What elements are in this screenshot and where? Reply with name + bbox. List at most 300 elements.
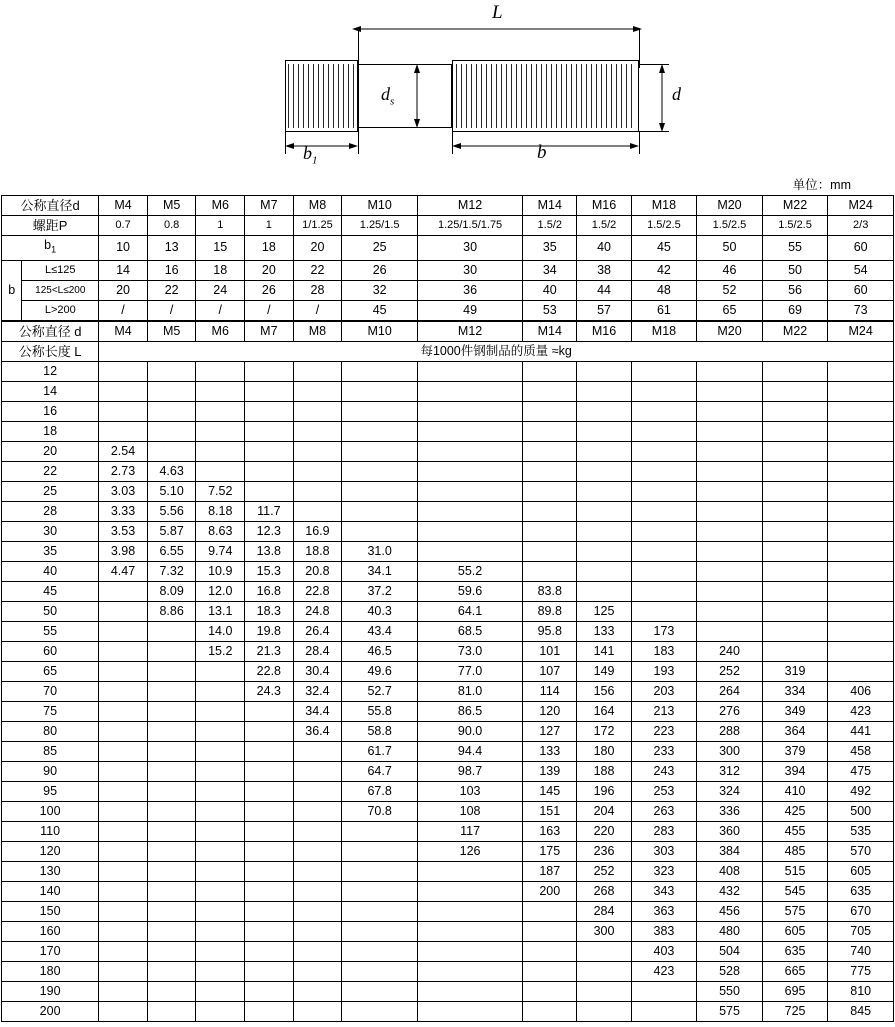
b1-value: 35: [523, 236, 577, 261]
mass-value: 55.2: [418, 561, 523, 581]
mass-value: [147, 901, 196, 921]
mass-value: [828, 521, 894, 541]
dimension-line-L: [352, 22, 642, 36]
mass-value: [245, 841, 294, 861]
b-value: 48: [631, 280, 697, 300]
mass-value: [99, 601, 148, 621]
mass-value: 126: [418, 841, 523, 861]
mass-value: [99, 921, 148, 941]
mass-value: [577, 541, 631, 561]
mass-value: [523, 381, 577, 401]
mass-value: [147, 421, 196, 441]
mass-value: 408: [697, 861, 763, 881]
mass-value: [196, 821, 245, 841]
table-row: [2, 801, 894, 821]
mass-value: [196, 981, 245, 1001]
ext-line-b-right: [639, 132, 640, 154]
length-label: 120: [2, 841, 99, 861]
mass-value: [245, 981, 294, 1001]
mass-value: [147, 441, 196, 461]
mass-value: 240: [697, 641, 763, 661]
mass-value: [342, 401, 418, 421]
mass-value: 81.0: [418, 681, 523, 701]
mass-value: [418, 361, 523, 381]
header-size: M5: [147, 321, 196, 341]
mass-value: [147, 801, 196, 821]
mass-value: [99, 681, 148, 701]
mass-value: [196, 361, 245, 381]
header-nominal-length: 公称长度 L: [2, 341, 99, 361]
mass-value: 223: [631, 721, 697, 741]
length-label: 95: [2, 781, 99, 801]
mass-value: [762, 601, 828, 621]
b-value: /: [245, 300, 294, 320]
mass-value: [631, 401, 697, 421]
mass-value: 5.10: [147, 481, 196, 501]
mass-value: [418, 981, 523, 1001]
b-value: 69: [762, 300, 828, 320]
table-row: [2, 501, 894, 521]
mass-value: 4.47: [99, 561, 148, 581]
mass-value: [631, 481, 697, 501]
length-label: 180: [2, 961, 99, 981]
mass-value: 665: [762, 961, 828, 981]
pitch-value: 1.5/2.5: [762, 216, 828, 236]
mass-value: [196, 781, 245, 801]
header-size: M16: [577, 321, 631, 341]
mass-value: 334: [762, 681, 828, 701]
mass-value: [99, 801, 148, 821]
b1-value: 25: [342, 236, 418, 261]
mass-value: [196, 461, 245, 481]
mass-value: [418, 861, 523, 881]
table-row: [2, 441, 894, 461]
mass-value: 95.8: [523, 621, 577, 641]
table-row: [2, 601, 894, 621]
dimension-line-b1: [285, 139, 358, 153]
mass-value: 336: [697, 801, 763, 821]
ext-line-b1-right: [358, 128, 359, 154]
mass-value: [99, 381, 148, 401]
mass-value: [342, 501, 418, 521]
mass-value: 164: [577, 701, 631, 721]
mass-value: [631, 361, 697, 381]
mass-value: 34.4: [293, 701, 342, 721]
mass-value: [196, 761, 245, 781]
b-value: /: [147, 300, 196, 320]
length-label: 200: [2, 1001, 99, 1021]
mass-value: 283: [631, 821, 697, 841]
pitch-value: 1.5/2.5: [697, 216, 763, 236]
mass-value: 13.8: [245, 541, 294, 561]
mass-value: [245, 821, 294, 841]
table-row: [2, 841, 894, 861]
header-size: M22: [762, 321, 828, 341]
mass-value: [99, 981, 148, 1001]
mass-value: [342, 961, 418, 981]
mass-value: [523, 541, 577, 561]
mass-value: [577, 981, 631, 1001]
mass-value: [293, 441, 342, 461]
mass-value: [245, 381, 294, 401]
mass-value: 101: [523, 641, 577, 661]
mass-value: [293, 361, 342, 381]
mass-value: [196, 681, 245, 701]
mass-value: 36.4: [293, 721, 342, 741]
mass-value: [523, 481, 577, 501]
mass-value: 120: [523, 701, 577, 721]
mass-value: [523, 921, 577, 941]
mass-value: 108: [418, 801, 523, 821]
unit-note: 单位：mm: [792, 178, 851, 192]
pitch-value: 1: [245, 216, 294, 236]
mass-value: 441: [828, 721, 894, 741]
mass-value: [293, 821, 342, 841]
mass-value: 458: [828, 741, 894, 761]
mass-value: [196, 741, 245, 761]
length-label: 45: [2, 581, 99, 601]
mass-value: [245, 801, 294, 821]
mass-value: [828, 581, 894, 601]
mass-value: 173: [631, 621, 697, 641]
mass-value: 133: [577, 621, 631, 641]
length-label: 100: [2, 801, 99, 821]
mass-value: 253: [631, 781, 697, 801]
length-label: 35: [2, 541, 99, 561]
length-label: 140: [2, 881, 99, 901]
mass-value: [147, 381, 196, 401]
table-row: [2, 921, 894, 941]
mass-value: 545: [762, 881, 828, 901]
b-value: 38: [577, 260, 631, 280]
mass-value: 133: [523, 741, 577, 761]
mass-value: 695: [762, 981, 828, 1001]
table-row: [2, 961, 894, 981]
length-label: 28: [2, 501, 99, 521]
length-label: 20: [2, 441, 99, 461]
mass-value: 103: [418, 781, 523, 801]
header-size: M10: [342, 321, 418, 341]
mass-value: 364: [762, 721, 828, 741]
mass-value: [99, 1001, 148, 1021]
mass-value: [762, 441, 828, 461]
mass-value: [418, 421, 523, 441]
mass-value: [577, 401, 631, 421]
mass-value: [418, 881, 523, 901]
mass-value: 90.0: [418, 721, 523, 741]
mass-value: [418, 961, 523, 981]
b1-value: 60: [828, 236, 894, 261]
table-row: [2, 1001, 894, 1021]
mass-value: 705: [828, 921, 894, 941]
mass-value: [293, 461, 342, 481]
table-row: [2, 661, 894, 681]
mass-value: [342, 481, 418, 501]
mass-value: 403: [631, 941, 697, 961]
mass-value: [631, 581, 697, 601]
mass-value: [342, 861, 418, 881]
header-size: M10: [342, 196, 418, 216]
header-pitch: 螺距P: [2, 216, 99, 236]
mass-value: [762, 501, 828, 521]
mass-value: 64.1: [418, 601, 523, 621]
mass-value: 6.55: [147, 541, 196, 561]
table-row: [2, 381, 894, 401]
mass-value: [762, 581, 828, 601]
mass-value: 379: [762, 741, 828, 761]
mass-value: [631, 461, 697, 481]
mass-value: 163: [523, 821, 577, 841]
b-value: 36: [418, 280, 523, 300]
mass-value: [577, 461, 631, 481]
mass-value: [245, 901, 294, 921]
b-value: /: [99, 300, 148, 320]
b-value: 45: [342, 300, 418, 320]
mass-value: [147, 961, 196, 981]
mass-value: [577, 441, 631, 461]
mass-value: [697, 461, 763, 481]
mass-value: [828, 641, 894, 661]
b-value: 56: [762, 280, 828, 300]
mass-value: [147, 681, 196, 701]
mass-value: [828, 561, 894, 581]
mass-value: [418, 541, 523, 561]
mass-value: 243: [631, 761, 697, 781]
length-label: 80: [2, 721, 99, 741]
mass-value: [523, 501, 577, 521]
mass-value: 384: [697, 841, 763, 861]
mass-table: [1, 321, 894, 1022]
mass-value: [762, 481, 828, 501]
mass-value: [697, 601, 763, 621]
length-label: 150: [2, 901, 99, 921]
mass-value: 233: [631, 741, 697, 761]
mass-value: 180: [577, 741, 631, 761]
mass-value: [245, 881, 294, 901]
mass-value: 268: [577, 881, 631, 901]
mass-value: [828, 401, 894, 421]
mass-value: 252: [577, 861, 631, 881]
mass-value: [342, 881, 418, 901]
mass-value: [293, 481, 342, 501]
table-row: [2, 781, 894, 801]
mass-value: 7.32: [147, 561, 196, 581]
ext-line-b-left: [452, 132, 453, 154]
header-size: M12: [418, 321, 523, 341]
b-value: 44: [577, 280, 631, 300]
dimension-table: [1, 195, 894, 321]
mass-value: 264: [697, 681, 763, 701]
mass-value: [147, 641, 196, 661]
mass-value: [631, 501, 697, 521]
mass-value: 635: [828, 881, 894, 901]
mass-value: [762, 561, 828, 581]
header-size: M14: [523, 196, 577, 216]
mass-value: [99, 581, 148, 601]
mass-value: 31.0: [342, 541, 418, 561]
mass-value: 70.8: [342, 801, 418, 821]
b-value: 65: [697, 300, 763, 320]
mass-value: [697, 381, 763, 401]
mass-value: 68.5: [418, 621, 523, 641]
header-nominal-diameter: 公称直径d: [2, 196, 99, 216]
mass-value: 26.4: [293, 621, 342, 641]
mass-value: [147, 941, 196, 961]
mass-value: 394: [762, 761, 828, 781]
mass-value: 480: [697, 921, 763, 941]
mass-value: 98.7: [418, 761, 523, 781]
pitch-value: 1.25/1.5/1.75: [418, 216, 523, 236]
mass-value: 61.7: [342, 741, 418, 761]
b1-value: 18: [245, 236, 294, 261]
mass-value: 319: [762, 661, 828, 681]
mass-value: 55.8: [342, 701, 418, 721]
mass-value: 10.9: [196, 561, 245, 581]
header-size: M7: [245, 321, 294, 341]
mass-value: [631, 421, 697, 441]
mass-value: 775: [828, 961, 894, 981]
mass-value: [99, 361, 148, 381]
table-row: [2, 196, 894, 216]
mass-value: 635: [762, 941, 828, 961]
mass-value: 19.8: [245, 621, 294, 641]
mass-value: [697, 501, 763, 521]
mass-value: 475: [828, 761, 894, 781]
mass-value: [196, 441, 245, 461]
mass-value: 575: [697, 1001, 763, 1021]
pitch-value: 1.5/2: [577, 216, 631, 236]
mass-value: [523, 561, 577, 581]
mass-value: 3.98: [99, 541, 148, 561]
mass-value: 196: [577, 781, 631, 801]
mass-value: [245, 421, 294, 441]
mass-value: 425: [762, 801, 828, 821]
mass-value: 183: [631, 641, 697, 661]
mass-value: [828, 621, 894, 641]
table-row: [2, 681, 894, 701]
mass-value: [828, 541, 894, 561]
mass-value: [342, 1001, 418, 1021]
table-row: [2, 521, 894, 541]
mass-value: 7.52: [196, 481, 245, 501]
mass-value: 528: [697, 961, 763, 981]
b1-value: 45: [631, 236, 697, 261]
mass-value: 550: [697, 981, 763, 1001]
mass-value: 324: [697, 781, 763, 801]
b-value: 54: [828, 260, 894, 280]
label-b: b: [537, 142, 547, 163]
table-row: [2, 321, 894, 341]
header-size: M5: [147, 196, 196, 216]
length-label: 130: [2, 861, 99, 881]
mass-value: [342, 981, 418, 1001]
length-label: 12: [2, 361, 99, 381]
table-row: [2, 941, 894, 961]
b-value: 20: [99, 280, 148, 300]
mass-value: [577, 361, 631, 381]
mass-value: [762, 641, 828, 661]
mass-value: [418, 441, 523, 461]
header-size: M8: [293, 196, 342, 216]
header-size: M14: [523, 321, 577, 341]
b-value: /: [196, 300, 245, 320]
mass-value: [762, 521, 828, 541]
mass-value: [196, 861, 245, 881]
mass-value: [828, 501, 894, 521]
mass-value: 172: [577, 721, 631, 741]
mass-value: [245, 481, 294, 501]
mass-value: [342, 841, 418, 861]
mass-value: [697, 421, 763, 441]
mass-value: 725: [762, 1001, 828, 1021]
mass-value: [762, 621, 828, 641]
mass-value: [828, 601, 894, 621]
mass-value: [342, 361, 418, 381]
mass-value: 515: [762, 861, 828, 881]
length-label: 18: [2, 421, 99, 441]
mass-value: 200: [523, 881, 577, 901]
table-row: [2, 236, 894, 261]
mass-value: [523, 441, 577, 461]
length-label: 25: [2, 481, 99, 501]
mass-value: 64.7: [342, 761, 418, 781]
mass-value: [293, 801, 342, 821]
header-size: M6: [196, 321, 245, 341]
mass-value: [196, 401, 245, 421]
mass-value: [99, 881, 148, 901]
mass-value: [293, 921, 342, 941]
pitch-value: 1/1.25: [293, 216, 342, 236]
mass-value: 12.3: [245, 521, 294, 541]
mass-value: 16.8: [245, 581, 294, 601]
label-L: L: [492, 2, 503, 23]
table-row: [2, 721, 894, 741]
mass-value: [196, 921, 245, 941]
table-row: [2, 621, 894, 641]
mass-value: [577, 561, 631, 581]
mass-value: 8.09: [147, 581, 196, 601]
b-value: 50: [762, 260, 828, 280]
table-row: [2, 641, 894, 661]
table-row: [2, 421, 894, 441]
header-size: M7: [245, 196, 294, 216]
table-row: [2, 280, 894, 300]
ext-line-d-top: [639, 64, 669, 65]
mass-value: [418, 921, 523, 941]
mass-value: [99, 841, 148, 861]
mass-value: [828, 441, 894, 461]
mass-value: [147, 621, 196, 641]
mass-value: [147, 921, 196, 941]
mass-value: [99, 401, 148, 421]
mass-value: 312: [697, 761, 763, 781]
mass-value: [828, 661, 894, 681]
mass-value: [697, 401, 763, 421]
mass-value: [697, 361, 763, 381]
b-value: 52: [697, 280, 763, 300]
mass-value: [523, 941, 577, 961]
header-size: M6: [196, 196, 245, 216]
mass-value: 15.2: [196, 641, 245, 661]
mass-value: [147, 841, 196, 861]
mass-value: 363: [631, 901, 697, 921]
b1-value: 15: [196, 236, 245, 261]
mass-value: 4.63: [147, 461, 196, 481]
mass-value: 605: [762, 921, 828, 941]
header-b-condition: 125<L≤200: [22, 280, 99, 300]
mass-value: 139: [523, 761, 577, 781]
length-label: 30: [2, 521, 99, 541]
